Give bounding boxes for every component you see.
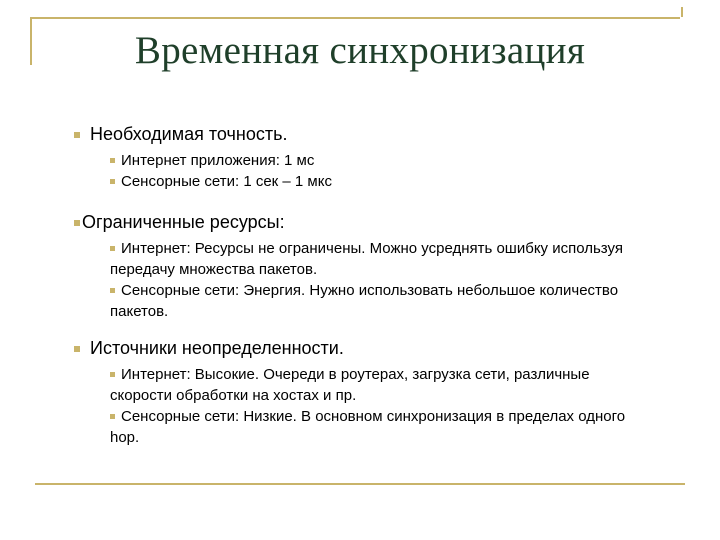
sub-list [110, 238, 650, 322]
square-bullet-icon [74, 210, 81, 234]
square-bullet-icon [110, 246, 115, 251]
frame-right-tick [681, 7, 683, 17]
section-heading: Необходимая точность. [74, 122, 694, 146]
section-resources [74, 210, 694, 322]
list-item: Сенсорные сети: Энергия. Нужно использовать небольшое количество пакетов. [110, 282, 619, 320]
slide-body [74, 122, 694, 466]
section-heading: Ограниченные ресурсы: [74, 210, 694, 234]
square-bullet-icon [110, 179, 115, 184]
square-bullet-icon [74, 122, 86, 146]
slide-title: Временная синхронизация [134, 29, 586, 72]
list-item: Интернет: Ресурсы не ограничены. Можно усреднять ошибку используя передачу множества пакетов. [110, 240, 623, 278]
list-item: Интернет приложения: 1 мс [110, 150, 650, 171]
square-bullet-icon [74, 336, 86, 360]
section-uncertainty [74, 336, 694, 448]
frame-top-rule [30, 17, 680, 19]
square-bullet-icon [110, 414, 115, 419]
square-bullet-icon [110, 288, 115, 293]
section-heading: Источники неопределенности. [74, 336, 694, 360]
frame-bottom-rule [35, 483, 685, 485]
list-item: Сенсорные сети: 1 сек – 1 мкс [110, 171, 650, 192]
sub-list [110, 364, 650, 448]
section-accuracy [74, 122, 694, 192]
square-bullet-icon [110, 372, 115, 377]
square-bullet-icon [110, 158, 115, 163]
sub-list [110, 150, 650, 192]
list-item: Сенсорные сети: Низкие. В основном синхронизация в пределах одного hop. [110, 408, 626, 446]
list-item: Интернет: Высокие. Очереди в роутерах, загрузка сети, различные скорости обработки на хостах и пр. [110, 366, 590, 404]
